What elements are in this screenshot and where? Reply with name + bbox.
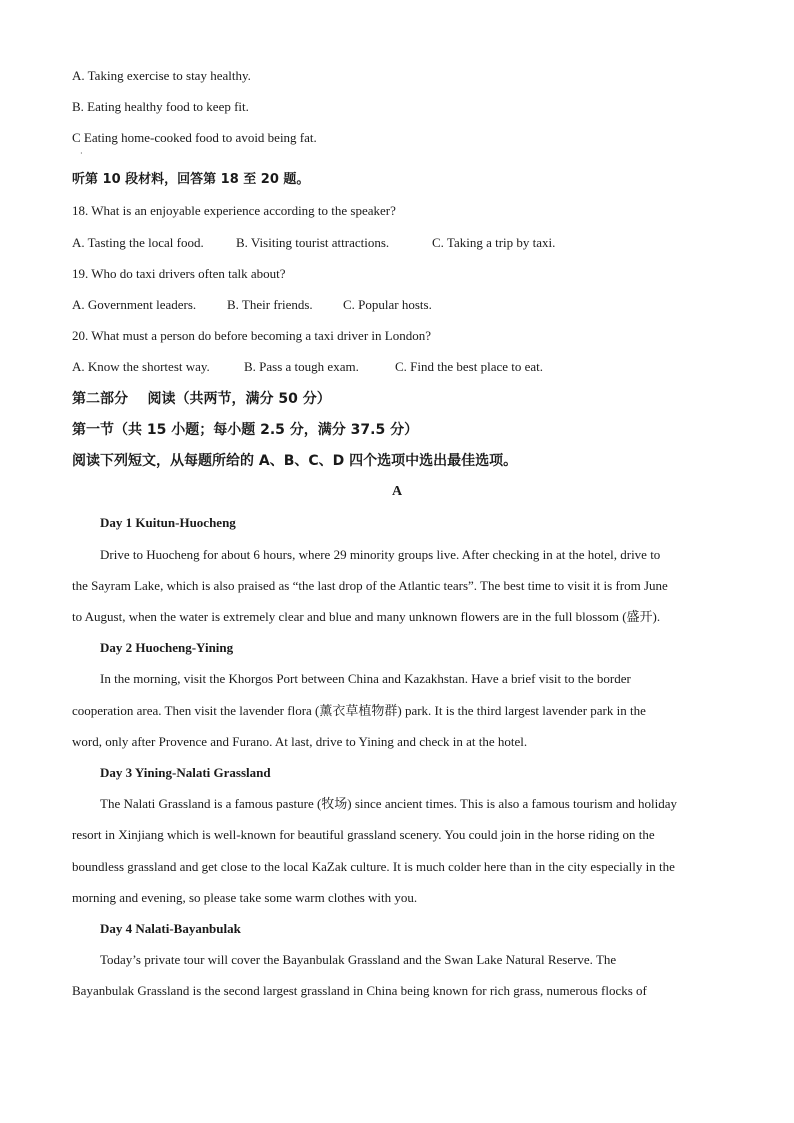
q18-option-c: C. Taking a trip by taxi. <box>432 235 556 250</box>
q19-option-c: C. Popular hosts. <box>343 297 432 312</box>
day1-title: Day 1 Kuitun-Huocheng <box>100 515 236 530</box>
day3-line-2: resort in Xinjiang which is well-known for beautiful grassland scenery. You could join in the horse riding on the <box>72 827 655 842</box>
q18-option-a: A. Tasting the local food. <box>72 235 204 250</box>
q19-option-a: A. Government leaders. <box>72 297 197 312</box>
part2-header: 第二部分 阅读（共两节，满分 50 分） <box>72 391 331 407</box>
day2-line-2: cooperation area. Then visit the lavender flora (薰衣草植物群) park. It is the third largest lavender park in the <box>72 703 646 718</box>
stray-dot: · <box>80 149 83 158</box>
day2-title: Day 2 Huocheng-Yining <box>100 640 234 655</box>
day3-line-3: boundless grassland and get close to the local KaZak culture. It is much colder here than in the city especially in the <box>72 859 675 874</box>
q20-option-b: B. Pass a tough exam. <box>244 359 359 374</box>
day2-line-3: word, only after Provence and Furano. At last, drive to Yining and check in at the hotel. <box>72 734 528 749</box>
day2-line-1: In the morning, visit the Khorgos Port between China and Kazakhstan. Have a brief visit to the border <box>100 671 631 686</box>
day1-line-1: Drive to Huocheng for about 6 hours, where 29 minority groups live. After checking in at the hotel, drive to <box>100 547 661 562</box>
day1-line-2: the Sayram Lake, which is also praised as “the last drop of the Atlantic tears”. The best time to visit it is from June <box>72 578 668 593</box>
q20-option-a: A. Know the shortest way. <box>72 359 210 374</box>
reading-instructions: 阅读下列短文，从每题所给的 A、B、C、D 四个选项中选出最佳选项。 <box>72 453 518 469</box>
q20-stem: 20. What must a person do before becoming a taxi driver in London? <box>72 328 431 343</box>
option-c-top: C Eating home-cooked food to avoid being fat. <box>72 130 317 145</box>
q18-option-b: B. Visiting tourist attractions. <box>236 235 390 250</box>
day4-line-1: Today’s private tour will cover the Bayanbulak Grassland and the Swan Lake Natural Reserve. The <box>100 952 617 967</box>
q18-stem: 18. What is an enjoyable experience according to the speaker? <box>72 203 396 218</box>
day4-title: Day 4 Nalati-Bayanbulak <box>100 921 241 936</box>
q18-options <box>72 234 555 252</box>
q19-option-b: B. Their friends. <box>227 297 313 312</box>
passage-letter: A <box>391 484 403 499</box>
section10-header: 听第 10 段材料，回答第 18 至 20 题。 <box>72 172 310 187</box>
q19-options <box>72 296 432 314</box>
q20-options <box>72 358 543 376</box>
option-b-top: B. Eating healthy food to keep fit. <box>72 99 249 114</box>
section1-header: 第一节（共 15 小题；每小题 2.5 分，满分 37.5 分） <box>72 422 419 438</box>
option-a-top: A. Taking exercise to stay healthy. <box>72 68 251 83</box>
day3-line-1: The Nalati Grassland is a famous pasture (牧场) since ancient times. This is also a famous tourism and holiday <box>100 796 678 811</box>
day3-line-4: morning and evening, so please take some warm clothes with you. <box>72 890 418 905</box>
q20-option-c: C. Find the best place to eat. <box>395 359 544 374</box>
day3-title: Day 3 Yining-Nalati Grassland <box>100 765 271 780</box>
day4-line-2: Bayanbulak Grassland is the second largest grassland in China being known for rich grass, numerous flocks of <box>72 983 647 998</box>
q19-stem: 19. Who do taxi drivers often talk about? <box>72 266 286 281</box>
day1-line-3: to August, when the water is extremely clear and blue and many unknown flowers are in the full blossom (盛开). <box>72 609 661 624</box>
